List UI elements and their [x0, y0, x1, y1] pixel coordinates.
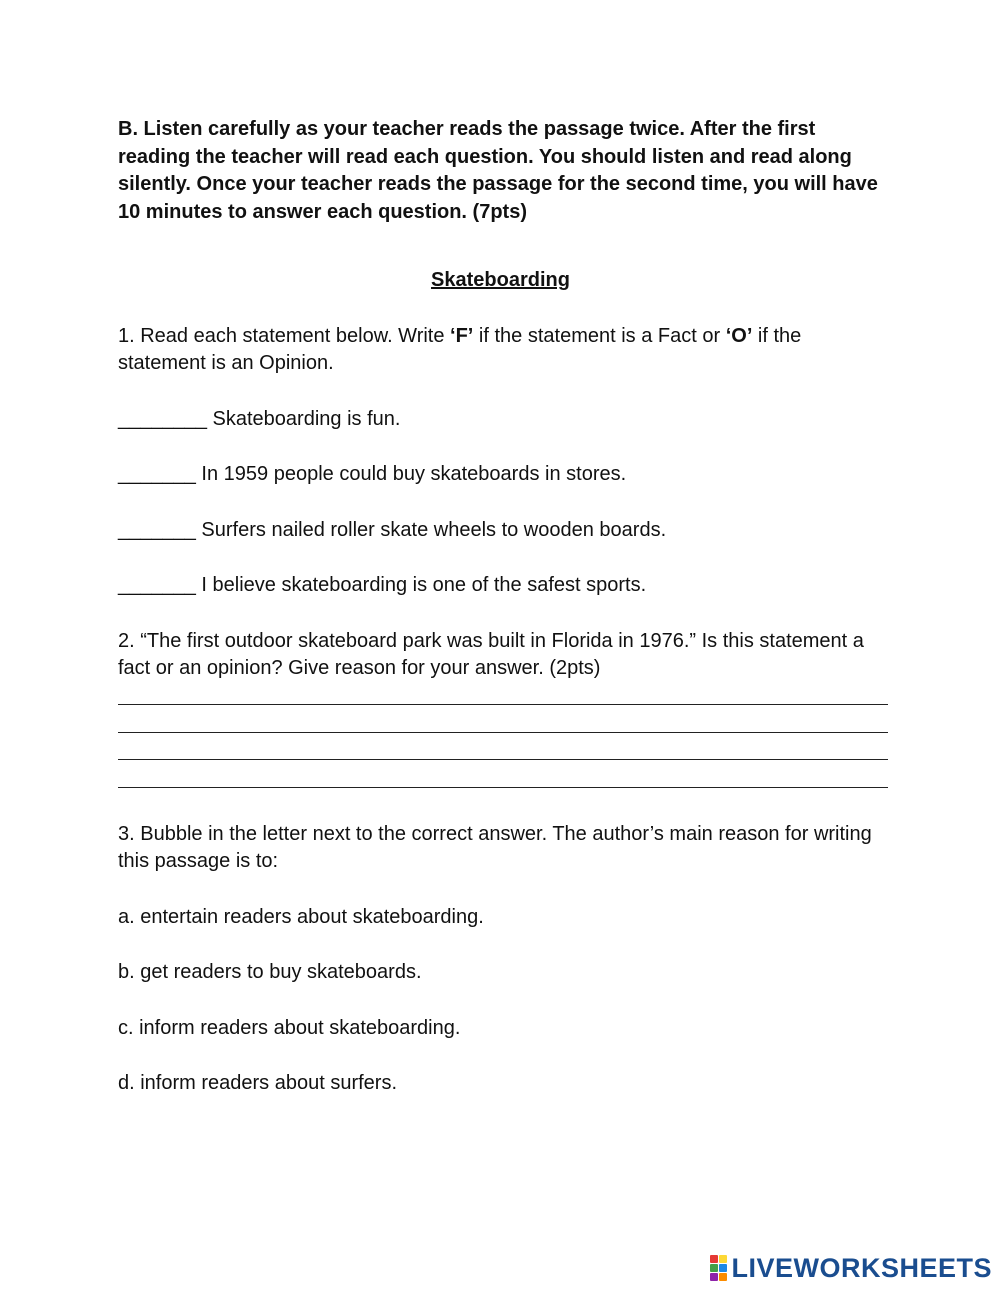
answer-lines	[118, 683, 883, 793]
question-3: 3. Bubble in the letter next to the correct answer. The author’s main reason for writing this passage is to:	[118, 822, 872, 872]
worksheet	[118, 116, 883, 1098]
answer-blank[interactable]: _______	[118, 518, 196, 541]
option-c[interactable]: c. inform readers about skateboarding.	[118, 1016, 461, 1039]
option-a[interactable]: a. entertain readers about skateboarding.	[118, 905, 484, 928]
statement-text: I believe skateboarding is one of the safest sports.	[195, 574, 647, 596]
option-b[interactable]: b. get readers to buy skateboards.	[118, 961, 422, 983]
question-1-suffix: if the statement is an Opinion.	[118, 324, 802, 374]
fact-mark: ‘F’	[450, 324, 474, 347]
statement-text: Surfers nailed roller skate wheels to wooden boards.	[195, 518, 667, 541]
question-1-middle: if the statement is a Fact or	[473, 324, 726, 347]
answer-line[interactable]	[118, 738, 883, 766]
option-d[interactable]: d. inform readers about surfers.	[118, 1072, 398, 1094]
logo-text: LIVEWORKSHEETS	[731, 1252, 992, 1283]
question-1-prefix: 1. Read each statement below. Write	[118, 324, 451, 347]
answer-line[interactable]	[118, 710, 883, 738]
logo-blocks-icon	[710, 1255, 727, 1281]
question-2: 2. “The first outdoor skateboard park was built in Florida in 1976.” Is this statement a fact or an opinion? Give reason for your answer. (2pts)	[118, 629, 864, 679]
answer-blank[interactable]: ________	[118, 407, 207, 430]
opinion-mark: ‘O’	[725, 324, 753, 347]
statement-3	[118, 517, 883, 545]
answer-blank[interactable]: _______	[118, 463, 196, 485]
answer-line[interactable]	[118, 765, 883, 793]
passage-title: Skateboarding	[431, 269, 570, 291]
statement-2	[118, 461, 883, 489]
statement-4	[118, 572, 883, 600]
answer-line[interactable]	[118, 683, 883, 711]
statement-text: In 1959 people could buy skateboards in stores.	[195, 463, 627, 485]
statement-1	[118, 406, 883, 434]
answer-blank[interactable]: _______	[118, 574, 196, 596]
instructions: B. Listen carefully as your teacher reads the passage twice. After the first reading the teacher will read each question. You should listen and read along silently. Once your teacher reads the passage for the second time, you will have 10 minutes to answer each question. (7pts)	[118, 118, 878, 223]
question-1	[118, 323, 883, 378]
statement-text: Skateboarding is fun.	[206, 407, 401, 430]
liveworksheets-logo	[710, 1253, 992, 1283]
